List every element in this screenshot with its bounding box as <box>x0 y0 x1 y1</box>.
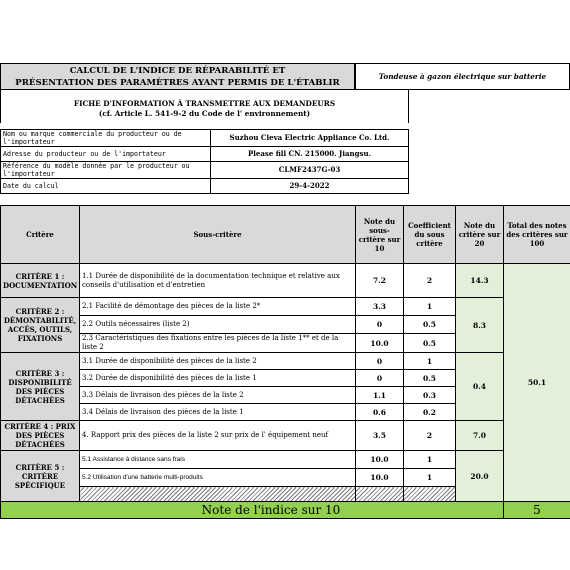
info-value: Please fill CN. 215000. Jiangsu. <box>211 147 409 162</box>
col-total: Total des notes des critères sur 100 <box>504 206 570 264</box>
info-row <box>1 130 409 147</box>
sub-criterion-label: 5.1 Assistance à distance sans frais <box>80 451 356 469</box>
sub-criterion-note: 3.3 <box>356 298 404 316</box>
col-critere: Critère <box>1 206 80 264</box>
info-row <box>1 179 409 194</box>
total-score: 50.1 <box>504 264 570 502</box>
criterion-name: CRITÈRE 4 : PRIX DES PIÈCES DÉTACHÉES <box>1 421 80 451</box>
index-score: 5 <box>504 502 570 519</box>
sub-criterion-note: 10.0 <box>356 451 404 469</box>
col-coefficient: Coefficient du sous critère <box>404 206 456 264</box>
sub-criterion-label: 2.1 Facilité de démontage des pièces de la liste 2* <box>80 298 356 316</box>
sub-criterion-coef: 2 <box>404 264 456 298</box>
table-row <box>1 298 570 316</box>
sub-criterion-label: 4. Rapport prix des pièces de la liste 2 sur prix de l' équipement neuf <box>80 421 356 451</box>
sub-criterion-note: 0 <box>356 316 404 334</box>
info-value: CLMF2437G-03 <box>211 162 409 179</box>
index-label: Note de l'indice sur 10 <box>1 502 504 519</box>
sub-criterion-coef: 0.5 <box>404 316 456 334</box>
sub-criterion-label: 5.2 Utilisation d'une batterie multi-produits <box>80 469 356 487</box>
info-label: Référence du modèle donnée par le producteur ou l'importateur <box>1 162 211 179</box>
info-label: Date du calcul <box>1 179 211 194</box>
table-row <box>1 451 570 469</box>
table-row <box>1 353 570 370</box>
sub-criterion-note: 0 <box>356 353 404 370</box>
criterion-name: CRITÈRE 5 : CRITÈRE SPÉCIFIQUE <box>1 451 80 502</box>
sub-criterion-coef: 1 <box>404 469 456 487</box>
sub-criterion-label: 3.4 Délais de livraison des pièces de la liste 1 <box>80 404 356 421</box>
sub-criterion-note: 1.1 <box>356 387 404 404</box>
sub-criterion-note: 3.5 <box>356 421 404 451</box>
criterion-note: 7.0 <box>456 421 504 451</box>
hatched-cell <box>80 487 356 502</box>
fiche-line-1: FICHE D'INFORMATION À TRANSMETTRE AUX DEMANDEURS <box>73 99 336 108</box>
product-type: Tondeuse à gazon électrique sur batterie <box>355 63 570 90</box>
sub-criterion-coef: 0.3 <box>404 387 456 404</box>
sub-criterion-note: 10.0 <box>356 469 404 487</box>
criterion-name: CRITÈRE 1 : DOCUMENTATION <box>1 264 80 298</box>
sub-criterion-note: 10.0 <box>356 334 404 353</box>
sub-criterion-coef: 0.5 <box>404 370 456 387</box>
title-line-2: PRÉSENTATION DES PARAMÈTRES AYANT PERMIS DE L'ÉTABLIR <box>15 78 340 88</box>
table-row <box>1 421 570 451</box>
fiche-line-2: (cf. Article L. 541-9-2 du Code de l' environnement) <box>98 109 311 118</box>
sub-criterion-label: 3.2 Durée de disponibilité des pièces de la liste 1 <box>80 370 356 387</box>
footer-row <box>1 502 570 519</box>
info-value: Suzhou Cleva Electric Appliance Co. Ltd. <box>211 130 409 147</box>
criterion-name: CRITÈRE 3 : DISPONIBILITÉ DES PIÈCES DÉTACHÉES <box>1 353 80 421</box>
sub-criterion-note: 0 <box>356 370 404 387</box>
document-title <box>0 63 355 90</box>
hatched-cell <box>404 487 456 502</box>
sub-criterion-coef: 1 <box>404 353 456 370</box>
table-row <box>1 264 570 298</box>
sub-criterion-note: 7.2 <box>356 264 404 298</box>
info-row <box>1 162 409 179</box>
sub-criterion-label: 2.3 Caractéristiques des fixations entre les pièces de la liste 1** et de la liste 2 <box>80 334 356 353</box>
criterion-name: CRITÈRE 2 : DÉMONTABILITÉ, ACCÈS, OUTILS, FIXATIONS <box>1 298 80 353</box>
sub-criterion-label: 3.1 Durée de disponibilité des pièces de la liste 2 <box>80 353 356 370</box>
table-header-row <box>1 206 570 264</box>
info-label: Adresse du producteur ou de l'importateur <box>1 147 211 162</box>
sub-criterion-coef: 0.5 <box>404 334 456 353</box>
info-row <box>1 147 409 162</box>
info-value: 29-4-2022 <box>211 179 409 194</box>
fiche-heading <box>0 90 409 123</box>
sub-criterion-label: 1.1 Durée de disponibilité de la documentation technique et relative aux conseils d'utilisation et d'entretien <box>80 264 356 298</box>
criterion-note: 14.3 <box>456 264 504 298</box>
col-note-critere: Note du critère sur 20 <box>456 206 504 264</box>
title-line-1: CALCUL DE L'INDICE DE RÉPARABILITÉ ET <box>69 66 286 76</box>
repairability-table <box>0 205 570 519</box>
sub-criterion-coef: 1 <box>404 298 456 316</box>
sub-criterion-coef: 1 <box>404 451 456 469</box>
criterion-note: 0.4 <box>456 353 504 421</box>
col-sous-critere: Sous-critère <box>80 206 356 264</box>
sub-criterion-coef: 2 <box>404 421 456 451</box>
sub-criterion-label: 2.2 Outils nécessaires (liste 2) <box>80 316 356 334</box>
col-note: Note du sous-critère sur 10 <box>356 206 404 264</box>
hatched-cell <box>356 487 404 502</box>
producer-info-table <box>0 129 409 194</box>
info-label: Nom ou marque commerciale du producteur ou de l'importateur <box>1 130 211 147</box>
sub-criterion-coef: 0.2 <box>404 404 456 421</box>
sub-criterion-label: 3.3 Délais de livraison des pièces de la liste 2 <box>80 387 356 404</box>
criterion-note: 8.3 <box>456 298 504 353</box>
sub-criterion-note: 0.6 <box>356 404 404 421</box>
criterion-note: 20.0 <box>456 451 504 502</box>
